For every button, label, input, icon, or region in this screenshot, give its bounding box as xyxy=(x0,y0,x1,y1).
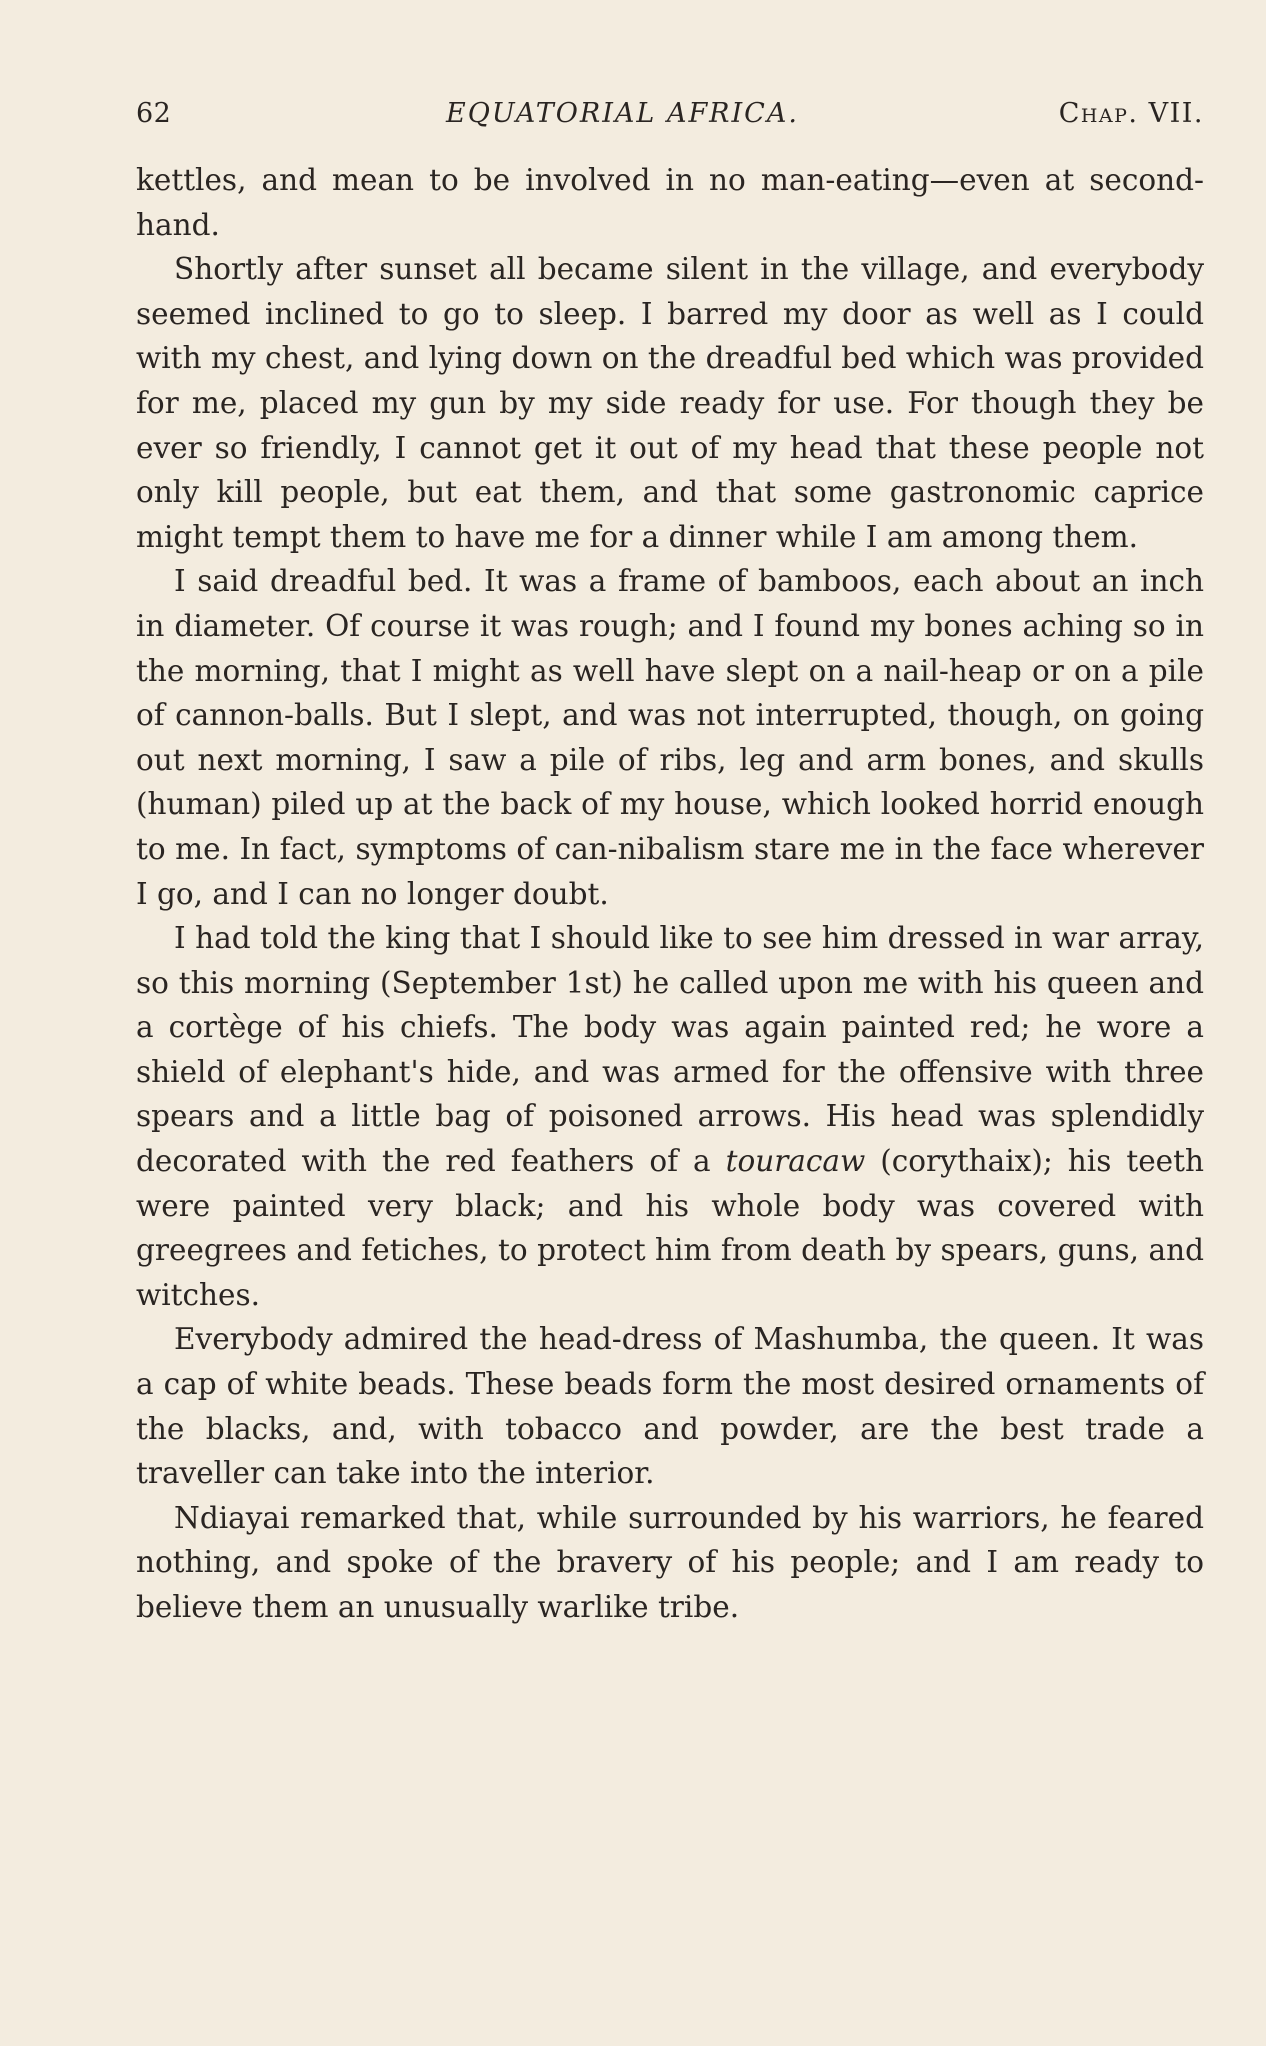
paragraph xyxy=(136,916,1204,1317)
italic-term: touracaw xyxy=(725,1144,866,1179)
paragraph: Everybody admired the head-dress of Mashumba, the queen. It was a cap of white beads. These beads form the most desired ornaments of the blacks, and, with tobacco and powder, are the best trade a traveller can take into the interior. xyxy=(136,1322,1204,1491)
chapter-label: Chap. VII. xyxy=(1058,98,1204,129)
paragraph: Shortly after sunset all became silent in the village, and everybody seemed inclined to go to sleep. I barred my door as well as I could with my chest, and lying down on the dreadful bed which was provided for me, placed my gun by my side ready for use. For though they be ever so friendly, I cannot get it out of my head that these people not only kill people, but eat them, and that some gastronomic caprice might tempt them to have me for a dinner while I am among them. xyxy=(136,252,1204,554)
paragraph: Ndiayai remarked that, while surrounded by his warriors, he feared nothing, and spoke of the bravery of his people; and I am ready to believe them an unusually warlike tribe. xyxy=(136,1500,1204,1624)
paragraph: I said dreadful bed. It was a frame of bamboos, each about an inch in diameter. Of course it was rough; and I found my bones aching so in the morning, that I might as well have slept on a nail-heap or on a pile of cannon-balls. But I slept, and was not interrupted, though, on going out next morning, I saw a pile of ribs, leg and arm bones, and skulls (human) piled up at the back of my house, which looked horrid enough to me. In fact, symptoms of can-nibalism stare me in the face wherever I go, and I can no longer doubt. xyxy=(136,564,1204,911)
page-body xyxy=(136,158,1204,1630)
running-header xyxy=(136,86,1204,136)
paragraph-text: I had told the king that I should like to see him dressed in war array, so this morning (September 1st) he called upon me with his queen and a cortège of his chiefs. The body was again painted red; he wore a shield of elephant's hide, and was armed for the offensive with three spears and a little bag of poisoned arrows. His head was splendidly decorated with the red feathers of a xyxy=(136,921,1204,1179)
paragraph-text: (corythaix); his teeth were painted very black; and his whole body was covered with greegrees and fetiches, to protect him from death by spears, guns, and witches. xyxy=(136,1144,1204,1312)
running-title: EQUATORIAL AFRICA. xyxy=(446,98,799,129)
paragraph-continued: kettles, and mean to be involved in no man-eating—even at second-hand. xyxy=(136,163,1204,242)
page-number: 62 xyxy=(136,98,172,129)
